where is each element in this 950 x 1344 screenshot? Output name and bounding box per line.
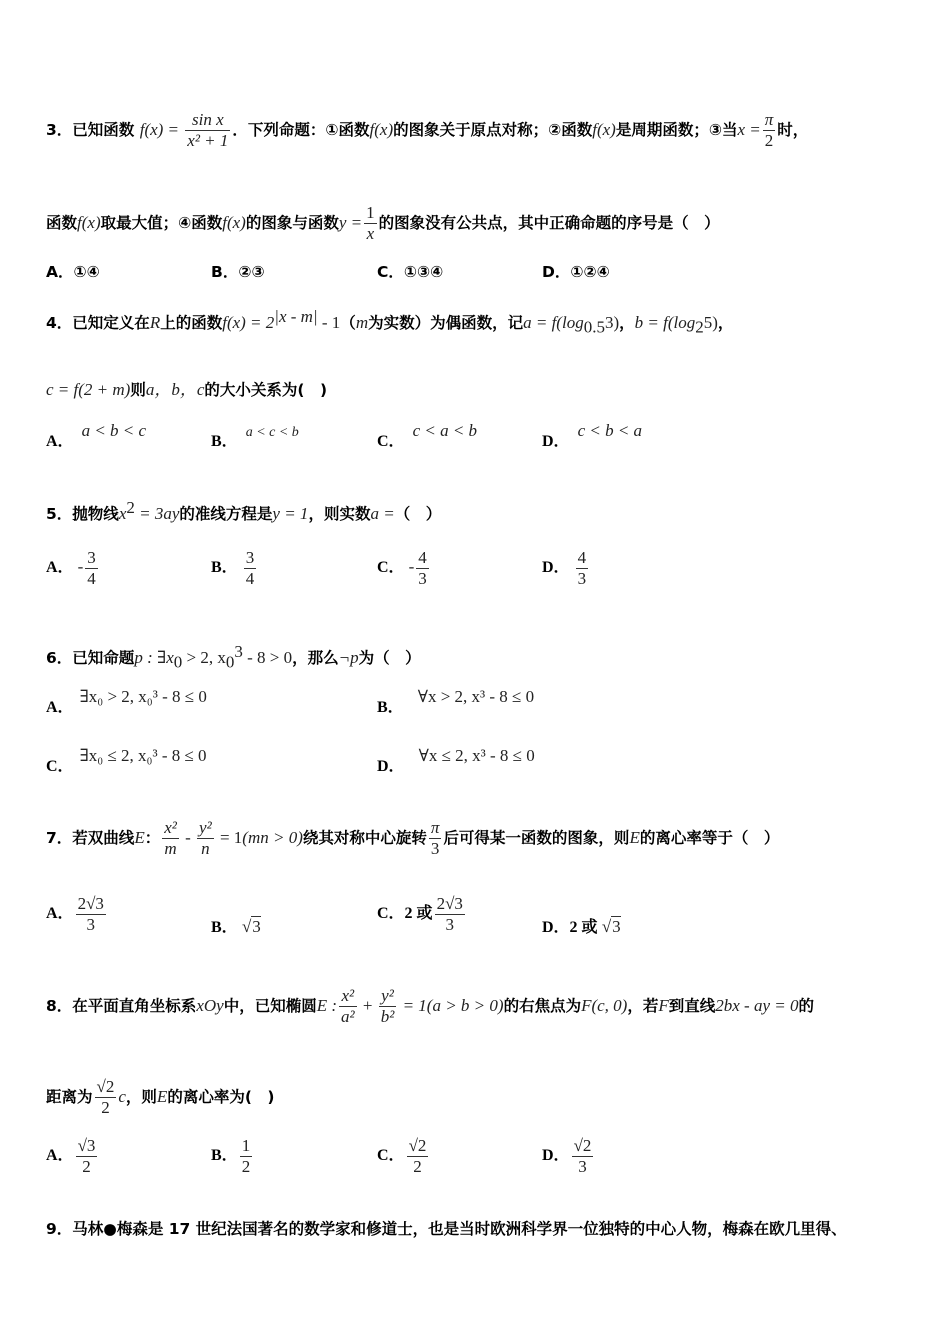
option-b[interactable]: B．a < c < b	[211, 425, 299, 450]
option-b[interactable]: B． $\frac{3}{4}$	[211, 548, 255, 588]
option-d[interactable]: D．①②④	[542, 263, 610, 281]
option-a[interactable]: A． - $\frac{3}{4}$	[46, 548, 96, 588]
question-7: 7．若双曲线E： $\frac{\text{x²}}{m}$ - $\frac{\text{y²}}{n}$ = 1(mn > 0)绕其对称中心旋转 $\frac{\pi}{3}$ 后可得某一函数的图象，则E的离心率等于（ ）	[46, 818, 780, 858]
option-a[interactable]: A．∃x₀ > 2, x₀³ - 8 ≤ 0	[46, 687, 207, 716]
question-3-line-1: 3．已知函数 f(x) = $\frac{\text{sin x}}{\text{x² + 1}}$ ．下列命题：①函数f(x)的图象关于原点对称；②函数f(x)是周期函数；③当x = $\frac{\pi}{2}$ 时，	[46, 110, 809, 150]
option-b[interactable]: B．∀x > 2, x³ - 8 ≤ 0	[377, 687, 535, 716]
fraction: $\frac{1}{x}$	[366, 203, 375, 243]
question-4-line-1: 4．已知定义在R上的函数$f(x) = 2^{|x - m|} - 1(m$为实数）为偶函数，记$a = f(\log_{0.5}3)$，$b = f(\log_25)$，	[46, 307, 734, 337]
option-c[interactable]: C． - $\frac{4}{3}$	[377, 548, 427, 588]
question-4-line-2: c = f(2 + m)则a，b，c的大小关系为( )	[46, 380, 328, 399]
question-3-line-2: 函数f(x)取最大值；④函数f(x)的图象与函数y = $\frac{1}{x}$ 的图象没有公共点，其中正确命题的序号是（ ）	[46, 203, 720, 243]
question-number: 8．	[46, 997, 73, 1015]
option-c[interactable]: C． $\frac{√2}{2}$	[377, 1136, 427, 1176]
fraction: $\frac{\text{sin x}}{\text{x² + 1}}$	[187, 110, 229, 150]
option-d[interactable]: D． $\frac{4}{3}$	[542, 548, 587, 588]
question-number: 3．	[46, 121, 73, 139]
question-number: 7．	[46, 829, 73, 847]
option-d[interactable]: D．∀x ≤ 2, x³ - 8 ≤ 0	[377, 746, 535, 775]
option-a[interactable]: A． $\frac{2√3}{3}$	[46, 894, 104, 934]
option-a[interactable]: A．a < b < c	[46, 421, 147, 450]
fraction: $\frac{\pi}{2}$	[764, 110, 774, 150]
option-d[interactable]: D．c < b < a	[542, 421, 643, 450]
question-number: 4．	[46, 314, 73, 333]
question-5: 5．抛物线$x^2 = 3ay$的准线方程是y = 1，则实数a =（ ）	[46, 498, 442, 524]
option-b[interactable]: B． $\frac{1}{2}$	[211, 1136, 251, 1176]
question-8-line-1: 8．在平面直角坐标系xOy中，已知椭圆E : $\frac{\text{x²}}{\text{a²}}$ + $\frac{\text{y²}}{\text{b²}}$ = 1(a > b > 0)的右焦点为F(c, 0)，若F到直线2bx - ay = 0的	[46, 986, 815, 1026]
question-number: 5．	[46, 505, 73, 524]
option-c[interactable]: C．∃x₀ ≤ 2, x₀³ - 8 ≤ 0	[46, 746, 207, 775]
formula: f(x) =	[139, 120, 184, 139]
option-a[interactable]: A．①④	[46, 263, 100, 281]
question-9: 9．马林●梅森是 17 世纪法国著名的数学家和修道士，也是当时欧洲科学界一位独特的中心人物，梅森在欧几里得、	[46, 1220, 847, 1238]
question-8-line-2: 距离为 $\frac{√2}{2}$ c，则E的离心率为( )	[46, 1077, 275, 1117]
option-b[interactable]: B． √3	[211, 917, 261, 936]
option-d[interactable]: D． $\frac{√2}{3}$	[542, 1136, 592, 1176]
option-c[interactable]: C．2 或 $\frac{2√3}{3}$	[377, 894, 463, 934]
option-a[interactable]: A． $\frac{√3}{2}$	[46, 1136, 96, 1176]
option-c[interactable]: C．c < a < b	[377, 421, 478, 450]
question-6: 6．已知命题p : $\exists x_0 > 2$, $x_0^3 - 8 > 0$，那么¬p为（ ）	[46, 642, 421, 672]
question-number: 6．	[46, 649, 73, 668]
option-d[interactable]: D．2 或 √3	[542, 917, 621, 936]
question-number: 9．	[46, 1220, 73, 1238]
option-c[interactable]: C．①③④	[377, 263, 444, 281]
option-b[interactable]: B．②③	[211, 263, 265, 281]
